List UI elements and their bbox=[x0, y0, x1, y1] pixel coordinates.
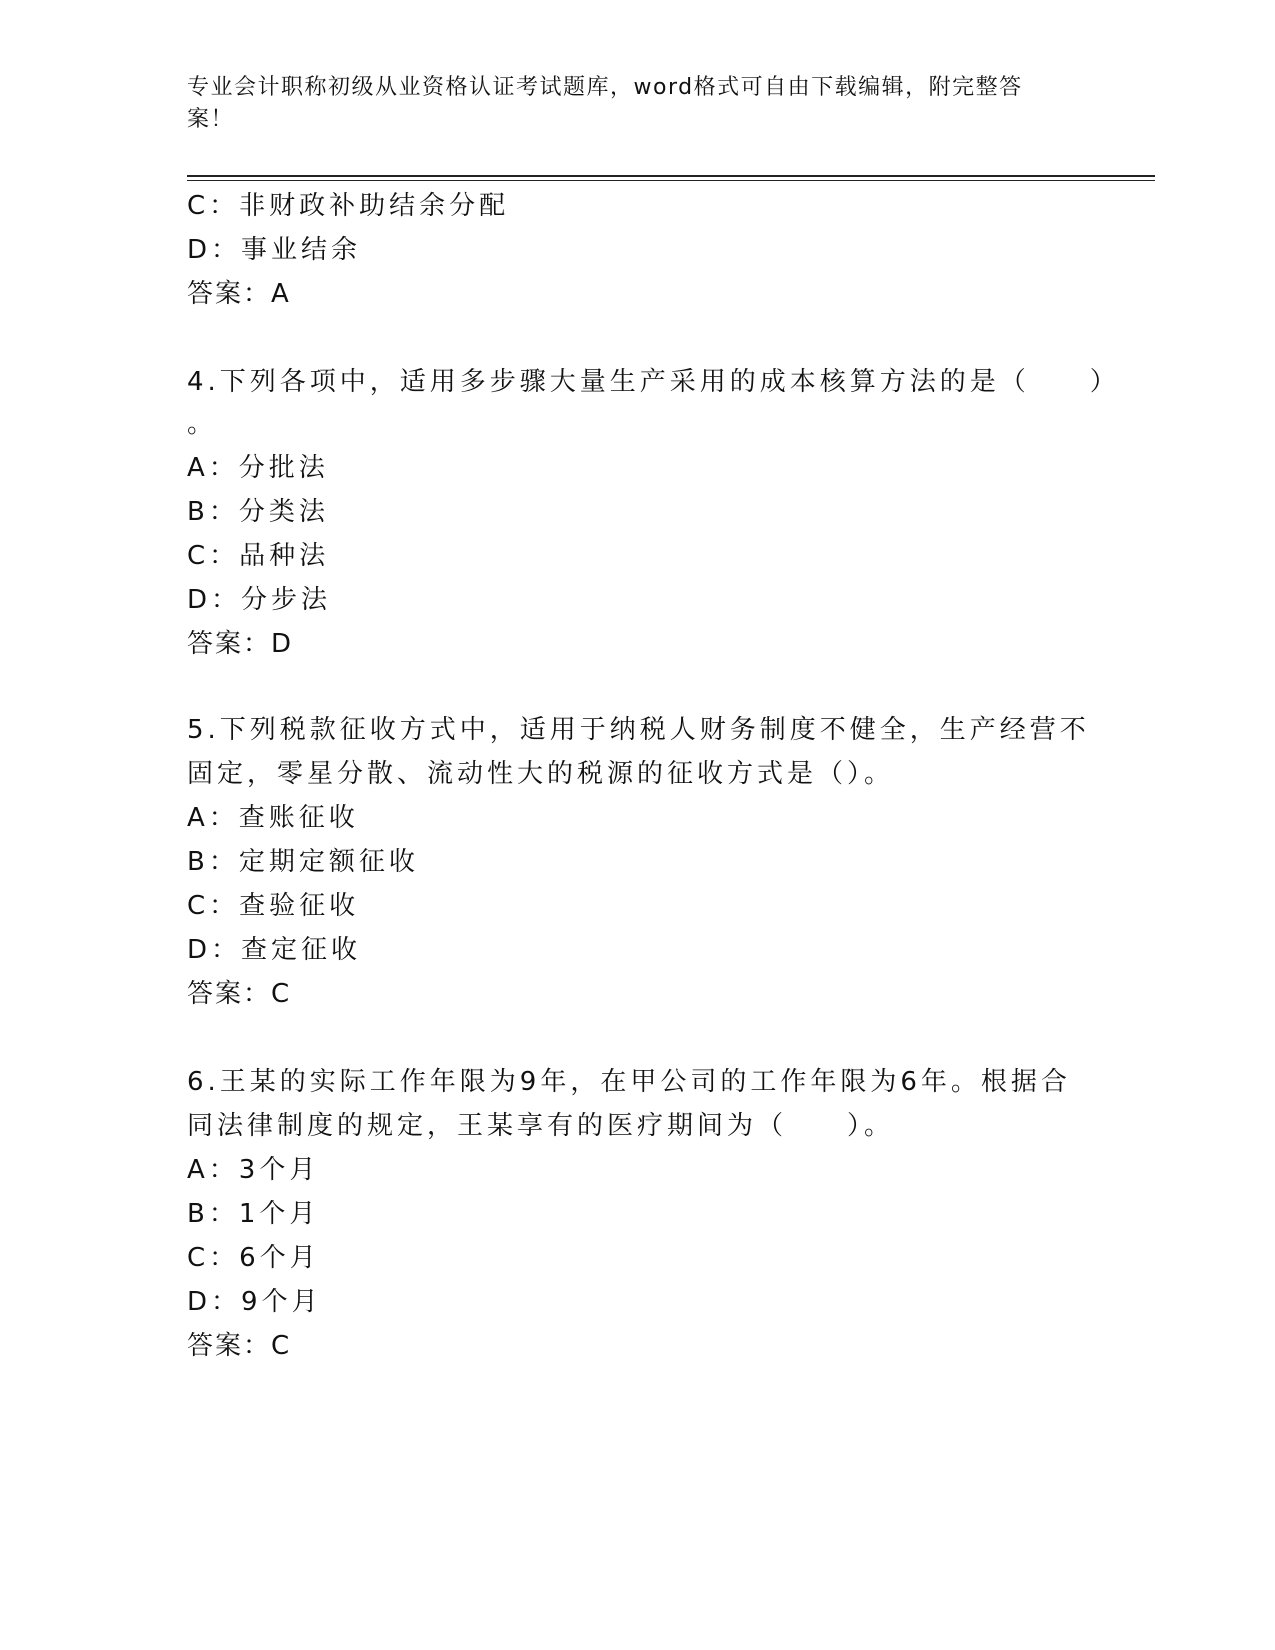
q4-option-b: B：分类法 bbox=[187, 497, 329, 527]
q4-stem-line-2: 。 bbox=[187, 409, 218, 439]
q6-stem-line-2: 同法律制度的规定，王某享有的医疗期间为（ ）。 bbox=[187, 1111, 895, 1141]
q4-answer: 答案：D bbox=[187, 629, 294, 659]
q6-answer: 答案：C bbox=[187, 1331, 292, 1361]
q3-option-d: D：事业结余 bbox=[187, 235, 362, 265]
q5-option-d: D：查定征收 bbox=[187, 935, 362, 965]
q4-option-c: C：品种法 bbox=[187, 541, 330, 571]
header-line-1: 专业会计职称初级从业资格认证考试题库，word格式可自由下载编辑，附完整答 bbox=[187, 75, 1023, 100]
q5-option-b: B：定期定额征收 bbox=[187, 847, 419, 877]
q4-option-d: D：分步法 bbox=[187, 585, 332, 615]
q3-option-c: C：非财政补助结余分配 bbox=[187, 191, 510, 221]
q6-option-d: D：9个月 bbox=[187, 1287, 322, 1317]
q4-stem-line-1: 4.下列各项中，适用多步骤大量生产采用的成本核算方法的是（ ） bbox=[187, 367, 1120, 397]
q4-option-a: A：分批法 bbox=[187, 453, 329, 483]
q5-option-a: A：查账征收 bbox=[187, 803, 359, 833]
document-header bbox=[187, 72, 1067, 136]
q5-answer: 答案：C bbox=[187, 979, 292, 1009]
header-divider-thick bbox=[187, 175, 1155, 177]
header-divider-thin bbox=[187, 180, 1155, 181]
q6-stem-line-1: 6.王某的实际工作年限为9年，在甲公司的工作年限为6年。根据合 bbox=[187, 1067, 1071, 1097]
q5-stem-line-2: 固定，零星分散、流动性大的税源的征收方式是（）。 bbox=[187, 759, 895, 789]
q6-option-a: A：3个月 bbox=[187, 1155, 320, 1185]
q5-stem-line-1: 5.下列税款征收方式中，适用于纳税人财务制度不健全，生产经营不 bbox=[187, 715, 1090, 745]
q3-answer: 答案：A bbox=[187, 279, 291, 309]
header-line-2: 案！ bbox=[187, 107, 235, 132]
q5-option-c: C：查验征收 bbox=[187, 891, 360, 921]
q6-option-c: C：6个月 bbox=[187, 1243, 320, 1273]
q6-option-b: B：1个月 bbox=[187, 1199, 320, 1229]
